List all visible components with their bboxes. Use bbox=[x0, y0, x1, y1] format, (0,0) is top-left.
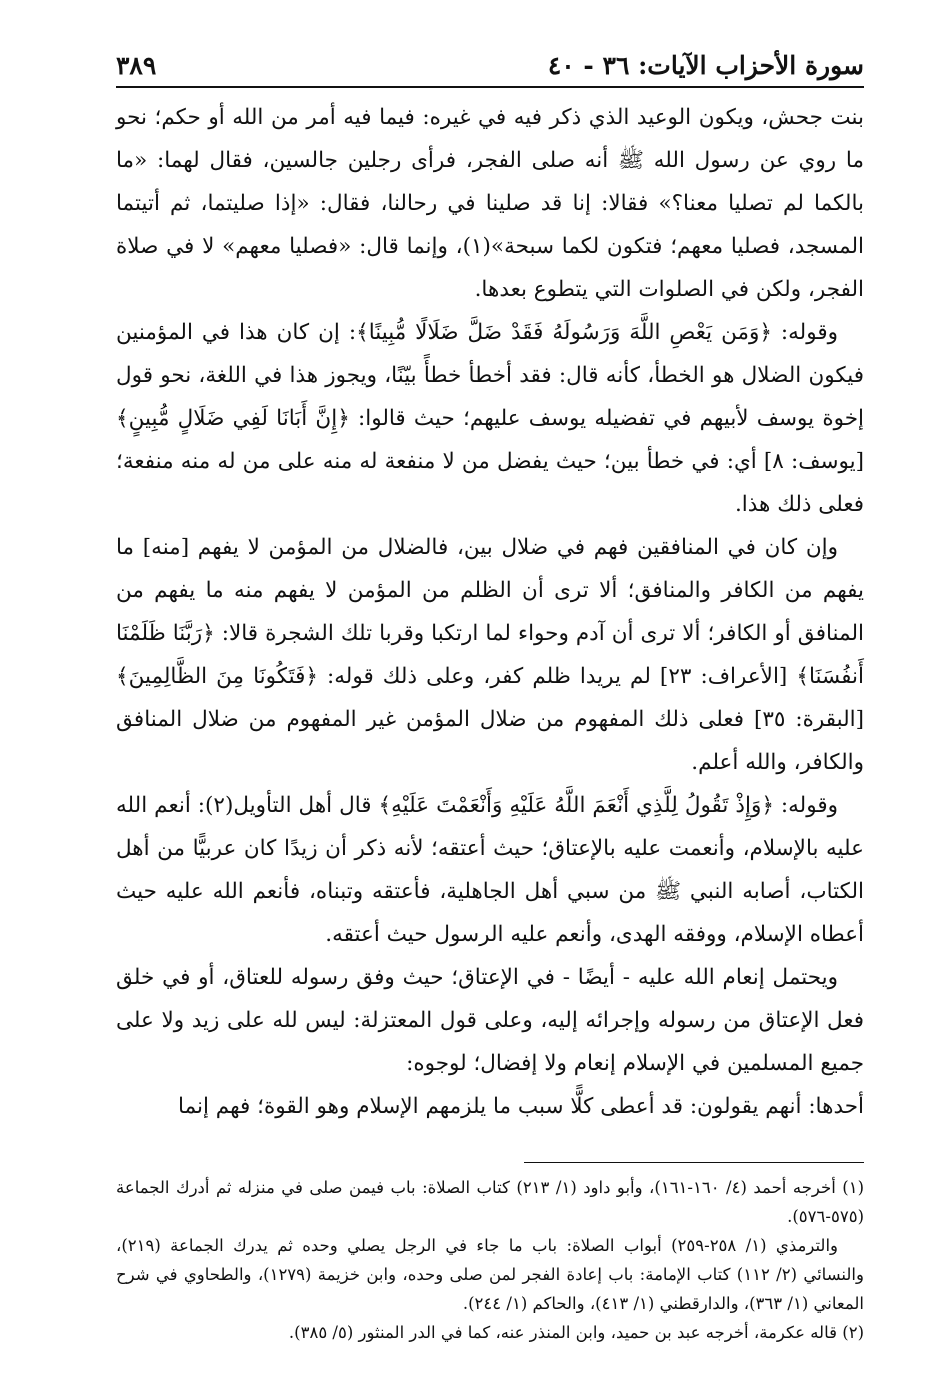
footnotes bbox=[116, 1173, 864, 1347]
paragraph: أحدها: أنهم يقولون: قد أعطى كلًّا سبب ما يلزمهم الإسلام وهو القوة؛ فهم إنما bbox=[178, 1094, 864, 1119]
running-title: سورة الأحزاب الآيات: ٣٦ - ٤٠ bbox=[547, 51, 864, 80]
page-number: ٣٨٩ bbox=[116, 51, 157, 80]
paragraph: وقوله: ﴿وَمَن يَعْصِ اللَّهَ وَرَسُولَهُ فَقَدْ ضَلَّ ضَلَالًا مُّبِينًا﴾: إن كان هذا في المؤمنين فيكون الضلال هو الخطأ، كأنه قال: فقد أخطأ خطأً بيّنًا، ويجوز هذا في اللغة، نحو قول إخوة يوسف لأبيهم في تفضيله يوسف عليهم؛ حيث قالوا: ﴿إِنَّ أَبَانَا لَفِي ضَلَالٍ مُّبِينٍ﴾ [يوسف: ٨] أي: في خطأ بين؛ حيث يفضل من لا منفعة له منه على من له منه منفعة؛ فعلى ذلك هذا. bbox=[116, 320, 864, 517]
page-header bbox=[116, 40, 864, 88]
footnote: (١) أخرجه أحمد (٤/ ١٦٠-١٦١)، وأبو داود (١/ ٢١٣) كتاب الصلاة: باب فيمن صلى في منزله ثم أدرك الجماعة (٥٧٥-٥٧٦). bbox=[116, 1178, 864, 1226]
main-text bbox=[116, 96, 864, 1128]
footnote: والترمذي (١/ ٢٥٨-٢٥٩) أبواب الصلاة: باب ما جاء في الرجل يصلي وحده ثم يدرك الجماعة (٢١٩)، والنسائي (٢/ ١١٢) كتاب الإمامة: باب إعادة الفجر لمن صلى وحده، وابن خزيمة (١٢٧٩)، والطحاوي في شرح المعاني (١/ ٣٦٣)، والدارقطني (١/ ٤١٣)، والحاكم (١/ ٢٤٤). bbox=[116, 1236, 864, 1313]
paragraph: وقوله: ﴿وَإِذْ تَقُولُ لِلَّذِي أَنْعَمَ اللَّهُ عَلَيْهِ وَأَنْعَمْتَ عَلَيْهِ﴾ قال أهل التأويل(٢): أنعم الله عليه بالإسلام، وأنعمت عليه بالإعتاق؛ حيث أعتقه؛ لأنه ذكر أن زيدًا كان عربيًّا من أهل الكتاب، أصابه النبي ﷺ من سبي أهل الجاهلية، فأعتقه وتبناه، فأنعم الله عليه حيث أعطاه الإسلام، ووفقه الهدى، وأنعم عليه الرسول حيث أعتقه. bbox=[116, 793, 864, 947]
paragraph: وإن كان في المنافقين فهم في ضلال بين، فالضلال من المؤمن لا يفهم [منه] ما يفهم من الكافر والمنافق؛ ألا ترى أن الظلم من المؤمن لا يفهم منه ما يفهم من المنافق أو الكافر؛ ألا ترى أن آدم وحواء لما ارتكبا وقربا تلك الشجرة قالا: ﴿رَبَّنَا ظَلَمْنَا أَنفُسَنَا﴾ [الأعراف: ٢٣] لم يريدا ظلم كفر، وعلى ذلك قوله: ﴿فَتَكُونَا مِنَ الظَّالِمِينَ﴾ [البقرة: ٣٥] فعلى ذلك المفهوم من ضلال المؤمن غير المفهوم من ضلال المنافق والكافر، والله أعلم. bbox=[116, 535, 865, 775]
paragraph: ويحتمل إنعام الله عليه - أيضًا - في الإعتاق؛ حيث وفق رسوله للعتاق، أو في خلق فعل الإعتاق من رسوله وإجرائه إليه، وعلى قول المعتزلة: ليس لله على زيد ولا على جميع المسلمين في الإسلام إنعام ولا إفضال؛ لوجوه: bbox=[116, 965, 864, 1076]
paragraph: بنت جحش، ويكون الوعيد الذي ذكر فيه في غيره: فيما فيه أمر من الله أو حكم؛ نحو ما روي عن رسول الله ﷺ أنه صلى الفجر، فرأى رجلين جالسين، فقال لهما: «ما بالكما لم تصليا معنا؟» فقالا: إنا قد صلينا في رحالنا، فقال: «إذا صليتما، ثم أتيتما المسجد، فصليا معهم؛ فتكون لكما سبحة»(١)، وإنما قال: «فصليا معهم» لا في صلاة الفجر، ولكن في الصلوات التي يتطوع بعدها. bbox=[116, 105, 864, 302]
footnote: (٢) قاله عكرمة، أخرجه عبد بن حميد، وابن المنذر عنه، كما في الدر المنثور (٥/ ٣٨٥). bbox=[288, 1323, 864, 1342]
footnote-divider bbox=[524, 1162, 864, 1163]
